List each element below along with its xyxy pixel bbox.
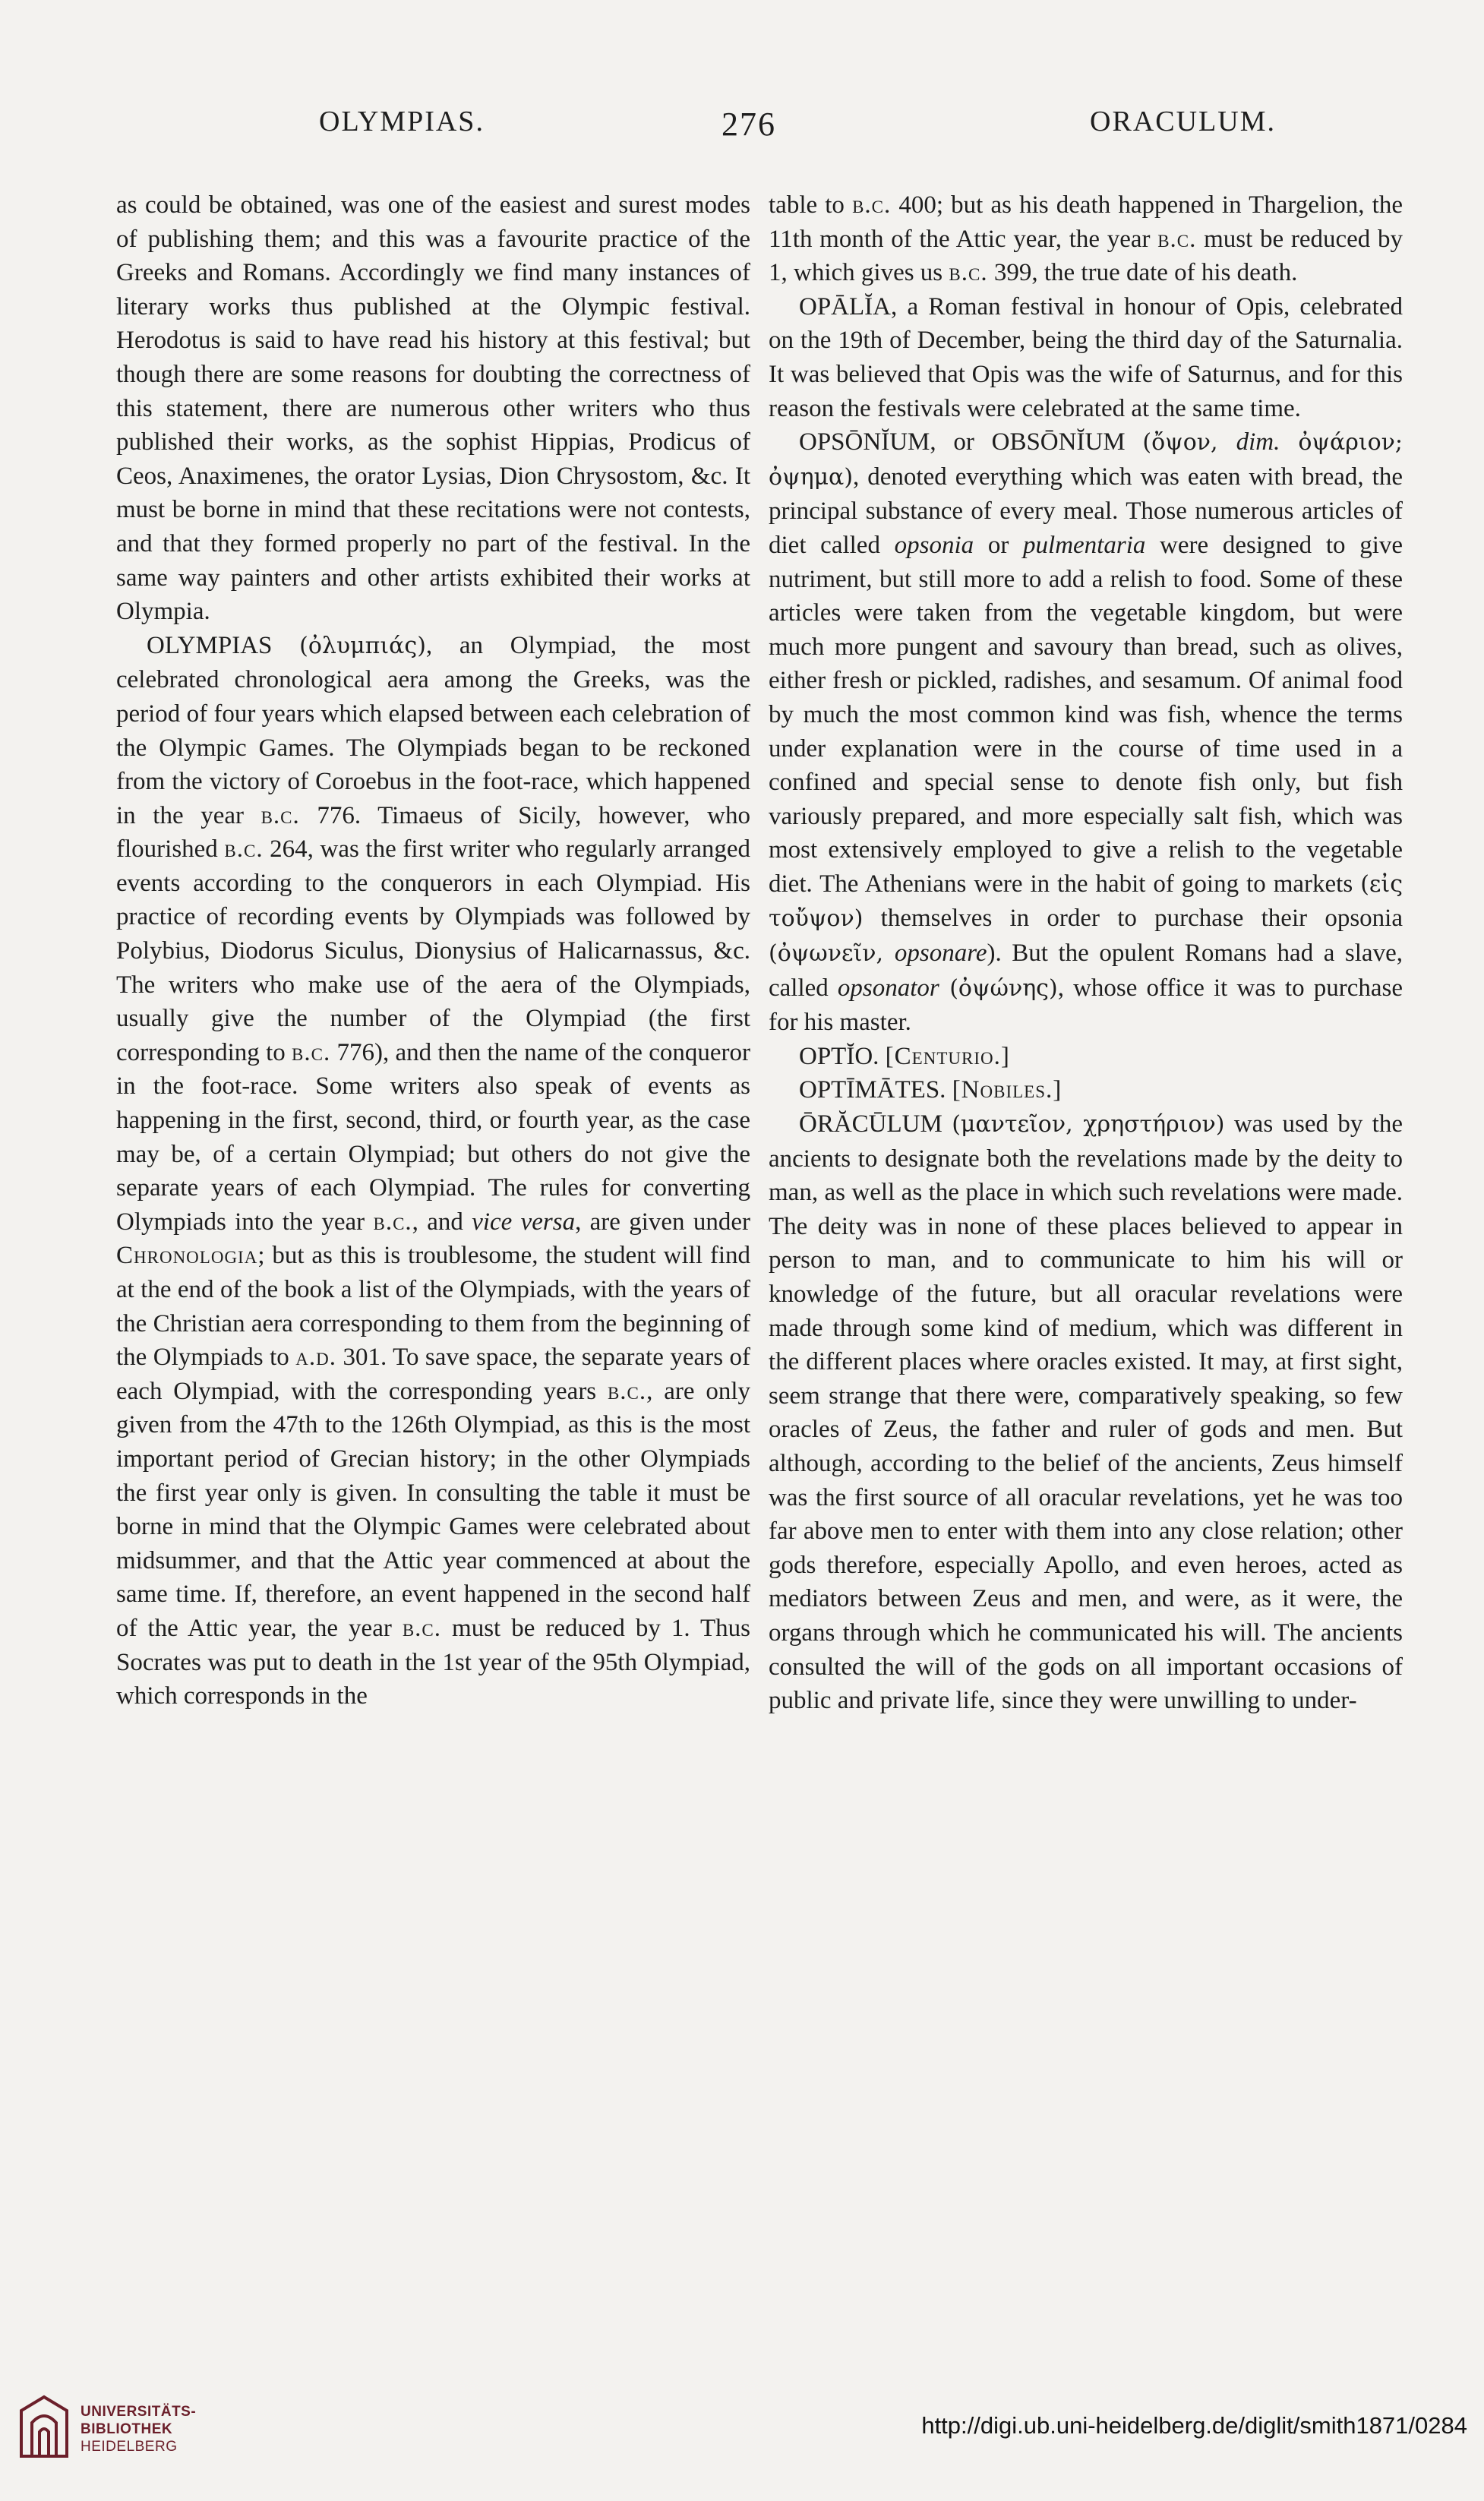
library-name: UNIVERSITÄTS- BIBLIOTHEK HEIDELBERG xyxy=(81,2404,197,2455)
entry-olympias: OLYMPIAS (ὀλυμπιάς), an Olympiad, the most celebrated chronological aera among the Greeks, was the period of four years which elapsed between each celebration of the Olympic Games. The Olympiads began to be reckoned from the victory of Coroebus in the foot-race, which happened in the year b.c. 776. Timaeus of Sicily, however, who flourished b.c. 264, was the first writer who regularly arranged events according to the conquerors in each Olympiad. His practice of recording events by Olympiads was followed by Polybius, Diodorus Siculus, Dionysius of Halicarnassus, &c. The writers who make use of the aera of the Olympiads, usually give the number of the Olympiad (the first corresponding to b.c. 776), and then the name of the conqueror in the foot-race. Some writers also speak of events as happening in the first, second, third, or fourth year, as the case may be, of a certain Olympiad; but others do not give the separate years of each Olympiad. The rules for converting Olympiads into the year b.c., and vice versa, are given under Chronologia; but as this is troublesome, the student will find at the end of the book a list of the Olympiads, with the years of the Christian aera corresponding to them from the beginning of the Olympiads to a.d. 301. To save space, the separate years of each Olympiad, with the corresponding years b.c., are only given from the 47th to the 126th Olympiad, as this is the most important period of Grecian history; in the other Olympiads the first year only is given. In consulting the table it must be borne in mind that the Olympic Games were celebrated about midsummer, and that the Attic year commenced at about the same time. If, therefore, an event happened in the second half of the Attic year, the year b.c. must be reduced by 1. Thus Socrates was put to death in the 1st year of the 95th Olympiad, which corresponds in the xyxy=(116,631,751,1710)
entry-headword: OPTĪMĀTES. xyxy=(799,1076,946,1104)
page-number: 276 xyxy=(721,106,776,143)
cross-reference: [Nobiles.] xyxy=(952,1076,1062,1104)
entry-opsonium: OPSŌNĬUM, or OBSŌNĬUM (ὄψον, dim. ὀψάριον; ὀψημα), denoted everything which was eaten with bread, the principal substance of every meal. Those numerous articles of diet called opsonia or pulmentaria were designed to give nutriment, but still more to add a relish to food. Some of these articles were taken from the vegetable kingdom, but were much more pungent and savoury than bread, such as olives, either fresh or pickled, radishes, and sesamum. Of animal food by much the most common kind was fish, whence the terms under explanation were in the course of time used in a confined and special sense to denote fish only, but fish variously prepared, and more especially salt fish, which was most extensively employed to give a relish to the vegetable diet. The Athenians were in the habit of going to markets (εἰς τοὔψον) themselves in order to purchase their opsonia (ὀψωνεῖν, opsonare). But the opulent Romans had a slave, called opsonator (ὀψώνης), whose office it was to purchase for his master. xyxy=(769,428,1403,1037)
entry-optio xyxy=(769,1040,1403,1074)
library-logo-icon xyxy=(17,2392,71,2461)
entry-headword: OLYMPIAS xyxy=(147,631,273,659)
entry-optimates xyxy=(769,1073,1403,1107)
greek-term: (μαντεῖον, χρηστήριον) xyxy=(952,1111,1225,1138)
left-column xyxy=(116,188,750,1713)
header-right-entry: ORACULUM. xyxy=(1090,106,1276,137)
entry-headword: OPTĬO. xyxy=(799,1042,879,1070)
paragraph-socrates-date: table to b.c. 400; but as his death happened in Thargelion, the 11th month of the Attic year, the year b.c. must be reduced by 1, which gives us b.c. 399, the true date of his death. xyxy=(769,191,1403,287)
right-column xyxy=(769,188,1403,1718)
entry-oraculum: ŌRĂCŪLUM (μαντεῖον, χρηστήριον) was used by the ancients to designate both the revelations made by the deity to man, as well as the place in which such revelations were made. The deity was in none of these places believed to appear in person to man, and to communicate to him his will or knowledge of the future, but all oracular revelations were made through some kind of medium, which was different in the different places where oracles existed. It may, at first sight, seem strange that there were, comparatively speaking, so few oracles of Zeus, the father and ruler of gods and men. But although, according to the belief of the ancients, Zeus himself was the first source of all oracular revelations, yet he was too far above men to enter with them into any close relation; other gods therefore, especially Apollo, and even heroes, acted as mediators between Zeus and men, and were, as it were, the organs through which he communicated his will. The ancients consulted the will of the gods on all important occasions of public and private life, since they were unwilling to under- xyxy=(769,1110,1403,1715)
cross-reference: [Centurio.] xyxy=(885,1042,1010,1070)
paragraph-olympia-recitations: as could be obtained, was one of the easiest and surest modes of publishing them; and this was a favourite practice of the Greeks and Romans. Accordingly we find many instances of literary works thus published at the Olympic festival. Herodotus is said to have read his history at this festival; but though there are some reasons for doubting the correctness of this statement, there are numerous other writers who thus published their works, as the sophist Hippias, Prodicus of Ceos, Anaximenes, the orator Lysias, Dion Chrysostom, &c. It must be borne in mind that these recitations were not contests, and that they formed properly no part of the festival. In the same way painters and other artists exhibited their works at Olympia. xyxy=(116,191,750,626)
greek-term: (ὀλυμπιάς) xyxy=(299,632,426,659)
entry-headword: OPĀLĬA xyxy=(799,292,891,321)
cross-reference: Chronologia xyxy=(116,1242,258,1270)
entry-headword: OPSŌNĬUM, or OBSŌNĬUM xyxy=(799,428,1126,456)
header-left-entry: OLYMPIAS. xyxy=(319,106,485,137)
source-url-link[interactable]: http://digi.ub.uni-heidelberg.de/diglit/smith1871/0284 xyxy=(921,2412,1467,2439)
running-header xyxy=(114,105,1367,150)
digitization-footer xyxy=(0,2385,1484,2501)
entry-opalia: OPĀLĬA, a Roman festival in honour of Opis, celebrated on the 19th of December, being the third day of the Saturnalia. It was believed that Opis was the wife of Saturnus, and for this reason the festivals were celebrated at the same time. xyxy=(769,292,1403,422)
entry-headword: ŌRĂCŪLUM xyxy=(799,1110,942,1138)
